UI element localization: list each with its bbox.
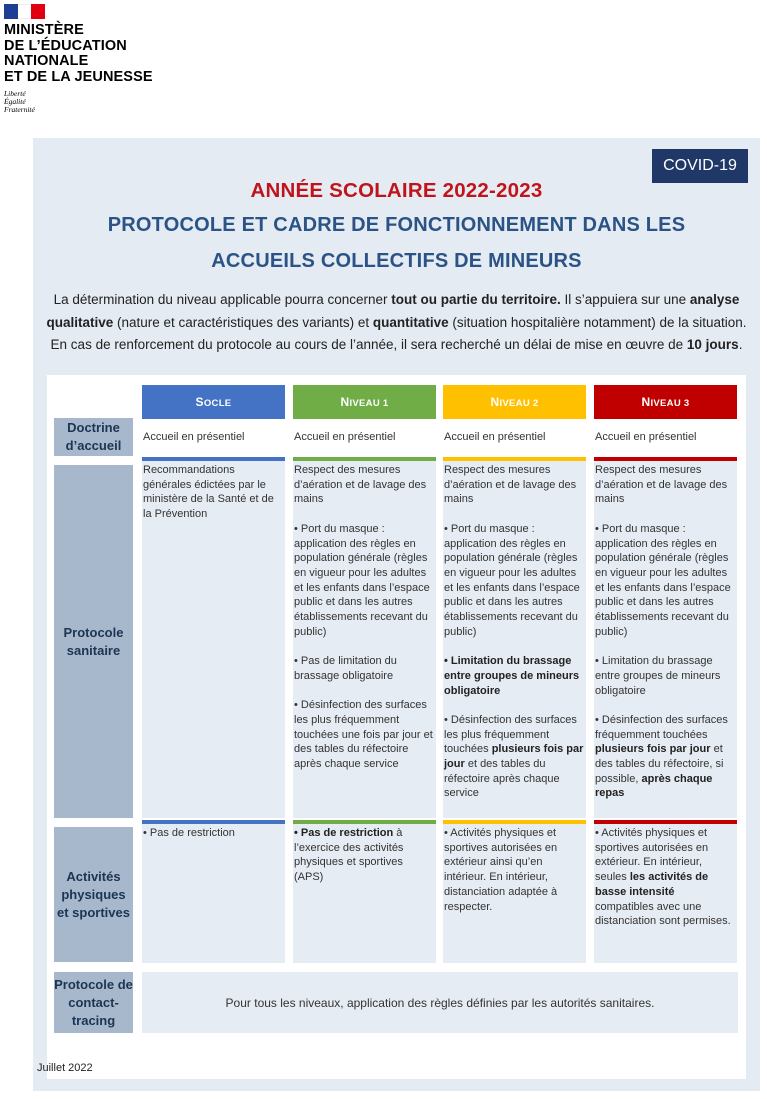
covid-badge: COVID-19 xyxy=(652,149,748,183)
row-label-contact-tracing: Protocole de contact-tracing xyxy=(54,972,133,1033)
sanitaire-cell-niveau-1: Respect des mesures d’aération et de lavage des mains • Port du masque : application des règles en population générale (règles en vigueur pour les adultes et les enfants dans l’espace public et dans les autres établissements recevant du public) • Pas de limitation du brassage obligatoire • Désinfection des surfaces les plus fréquemment touchées une fois par jour et des tables du réfectoire après chaque service xyxy=(293,457,436,818)
ministry-logo xyxy=(4,4,164,114)
ministry-name-line: ET DE LA JEUNESSE xyxy=(4,68,153,85)
protocol-table xyxy=(47,375,746,1079)
sanitaire-cell-niveau-2: Respect des mesures d’aération et de lavage des mains • Port du masque : application des règles en population générale (règles en vigueur pour les adultes et les enfants dans l’espace public et dans les autres établissements recevant du public) • Limitation du brassage entre groupes de mineurs obligatoire • Désinfection des surfaces les plus fréquemment touchées plusieurs fois par jour et des tables du réfectoire après chaque service xyxy=(443,457,586,818)
level-bar-niveau-2 xyxy=(443,457,586,461)
sanitaire-cell-niveau-3: Respect des mesures d’aération et de lavage des mains • Port du masque : application des règles en population générale (règles en vigueur pour les adultes et les enfants dans l’espace public et dans les autres établissements recevant du public) • Limitation du brassage entre groupes de mineurs obligatoire • Désinfection des surfaces fréquemment touchées plusieurs fois par jour et des tables du réfectoire, si possible, après chaque repas xyxy=(594,457,737,818)
protocol-title-line-1: PROTOCOLE ET CADRE DE FONCTIONNEMENT DANS LES xyxy=(107,214,686,236)
ministry-name-line: MINISTÈRE xyxy=(4,22,84,38)
doctrine-cell-niveau-1: Accueil en présentiel xyxy=(293,419,436,457)
contact-tracing-cell: Pour tous les niveaux, application des règles définies par les autorités sanitaires. xyxy=(142,972,738,1033)
motto-fraternite: Fraternité xyxy=(4,105,35,114)
column-header-niveau-1: NIVEAU 1 xyxy=(293,385,436,419)
level-bar-niveau-2 xyxy=(443,820,586,824)
row-label-protocole-sanitaire: Protocole sanitaire xyxy=(54,465,133,818)
french-flag-icon xyxy=(4,4,45,19)
activites-cell-niveau-1: • Pas de restriction à l’exercice des activités physiques et sportives (APS) xyxy=(293,820,436,963)
protocol-panel xyxy=(33,138,760,1091)
sanitaire-cell-socle: Recommandations générales édictées par le ministère de la Santé et de la Prévention xyxy=(142,457,285,818)
row-label-doctrine: Doctrine d’accueil xyxy=(54,418,133,456)
level-bar-socle xyxy=(142,457,285,461)
doctrine-cell-socle: Accueil en présentiel xyxy=(142,419,285,457)
row-label-activites: Activités physiques et sportives xyxy=(54,827,133,962)
motto-egalite: Égalité xyxy=(4,97,26,106)
activites-cell-niveau-3: • Activités physiques et sportives autorisées en extérieur. En intérieur, seules les activités de basse intensité compatibles avec une distanciation sont permises. xyxy=(594,820,737,963)
level-bar-niveau-3 xyxy=(594,457,737,461)
column-header-niveau-2: NIVEAU 2 xyxy=(443,385,586,419)
ministry-name-line: DE L’ÉDUCATION xyxy=(4,37,127,54)
activites-cell-niveau-2: • Activités physiques et sportives autorisées en extérieur ainsi qu’en intérieur. En intérieur, distanciation adaptée à respecter. xyxy=(443,820,586,963)
motto xyxy=(4,90,164,114)
ministry-name-line: NATIONALE xyxy=(4,53,89,69)
intro-paragraph: La détermination du niveau applicable pourra concerner tout ou partie du territoire. Il s’appuiera sur une analyse qualitative (nature et caractéristiques des variants) et quantitative (situation hospitalière notamment) de la situation. En cas de renforcement du protocole au cours de l’année, il sera recherché un délai de mise en œuvre de 10 jours. xyxy=(46,292,747,352)
doctrine-cell-niveau-2: Accueil en présentiel xyxy=(443,419,586,457)
activites-cell-socle: • Pas de restriction xyxy=(142,820,285,963)
column-header-socle: SOCLE xyxy=(142,385,285,419)
level-bar-niveau-1 xyxy=(293,457,436,461)
school-year-title: ANNÉE SCOLAIRE 2022-2023 xyxy=(250,179,543,202)
level-bar-niveau-3 xyxy=(594,820,737,824)
footer-date: Juillet 2022 xyxy=(37,1062,93,1074)
level-bar-niveau-1 xyxy=(293,820,436,824)
level-bar-socle xyxy=(142,820,285,824)
column-header-niveau-3: NIVEAU 3 xyxy=(594,385,737,419)
protocol-title-line-2: ACCUEILS COLLECTIFS DE MINEURS xyxy=(211,250,582,272)
motto-liberte: Liberté xyxy=(4,89,26,98)
doctrine-cell-niveau-3: Accueil en présentiel xyxy=(594,419,737,457)
